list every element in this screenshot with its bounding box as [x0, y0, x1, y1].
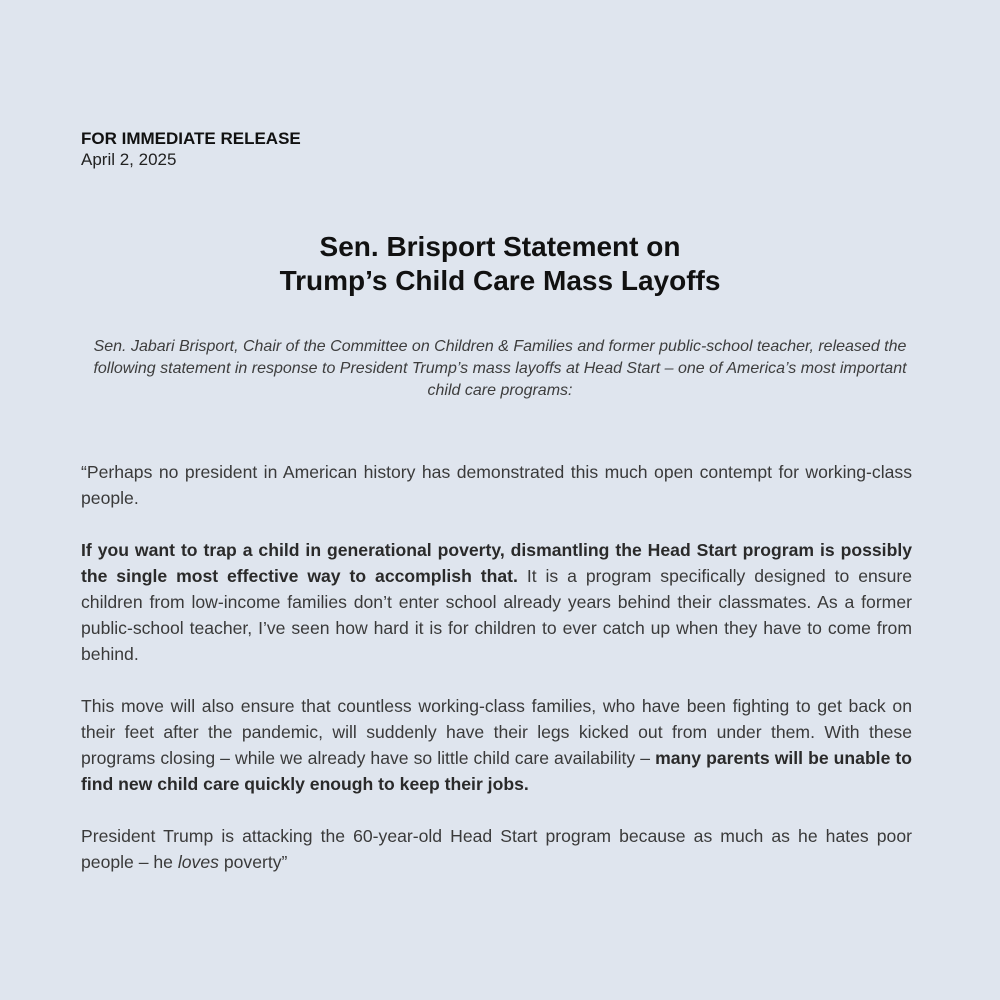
page-title: [150, 230, 850, 298]
paragraph-2-bold: If you want to trap a child in generational poverty, dismantling the Head Start program is possibly the single most effective way to accomplish that.: [81, 540, 912, 586]
paragraph-2-text: It is a program specifically designed to ensure children from low-income families don’t enter school already years behind their classmates. As a former public-school teacher, I’ve seen how hard it is for children to ever catch up when they have to come from behind.: [81, 566, 912, 664]
statement-paragraph-2: [81, 537, 912, 667]
paragraph-1-text: “Perhaps no president in American history has demonstrated this much open contempt for working-class people.: [81, 462, 912, 508]
release-date: April 2, 2025: [81, 150, 177, 169]
paragraph-4-text: President Trump is attacking the 60-year-old Head Start program because as much as he hates poor people – he: [81, 826, 912, 872]
statement-paragraph-4: [81, 823, 912, 875]
title-line-2: Trump’s Child Care Mass Layoffs: [279, 265, 721, 296]
statement-paragraph-3: [81, 693, 912, 797]
paragraph-4-italic: loves: [177, 852, 219, 872]
paragraph-4-end: poverty”: [218, 852, 288, 872]
title-line-1: Sen. Brisport Statement on: [319, 231, 681, 262]
release-label: FOR IMMEDIATE RELEASE: [81, 129, 301, 148]
statement-paragraph-1: [81, 459, 912, 511]
intro-subtitle: Sen. Jabari Brisport, Chair of the Committee on Children & Families and former public-school teacher, released the following statement in response to President Trump’s mass layoffs at Head Start – one of America’s most important child care programs:: [93, 338, 907, 399]
paragraph-3-text: This move will also ensure that countless working-class families, who have been fighting to get back on their feet after the pandemic, will suddenly have their legs kicked out from under them. With these programs closing – while we already have so little child care availability –: [81, 696, 912, 768]
paragraph-3-bold: many parents will be unable to find new child care quickly enough to keep their jobs.: [81, 748, 913, 794]
release-header: [81, 128, 481, 170]
statement-body: [81, 459, 912, 901]
